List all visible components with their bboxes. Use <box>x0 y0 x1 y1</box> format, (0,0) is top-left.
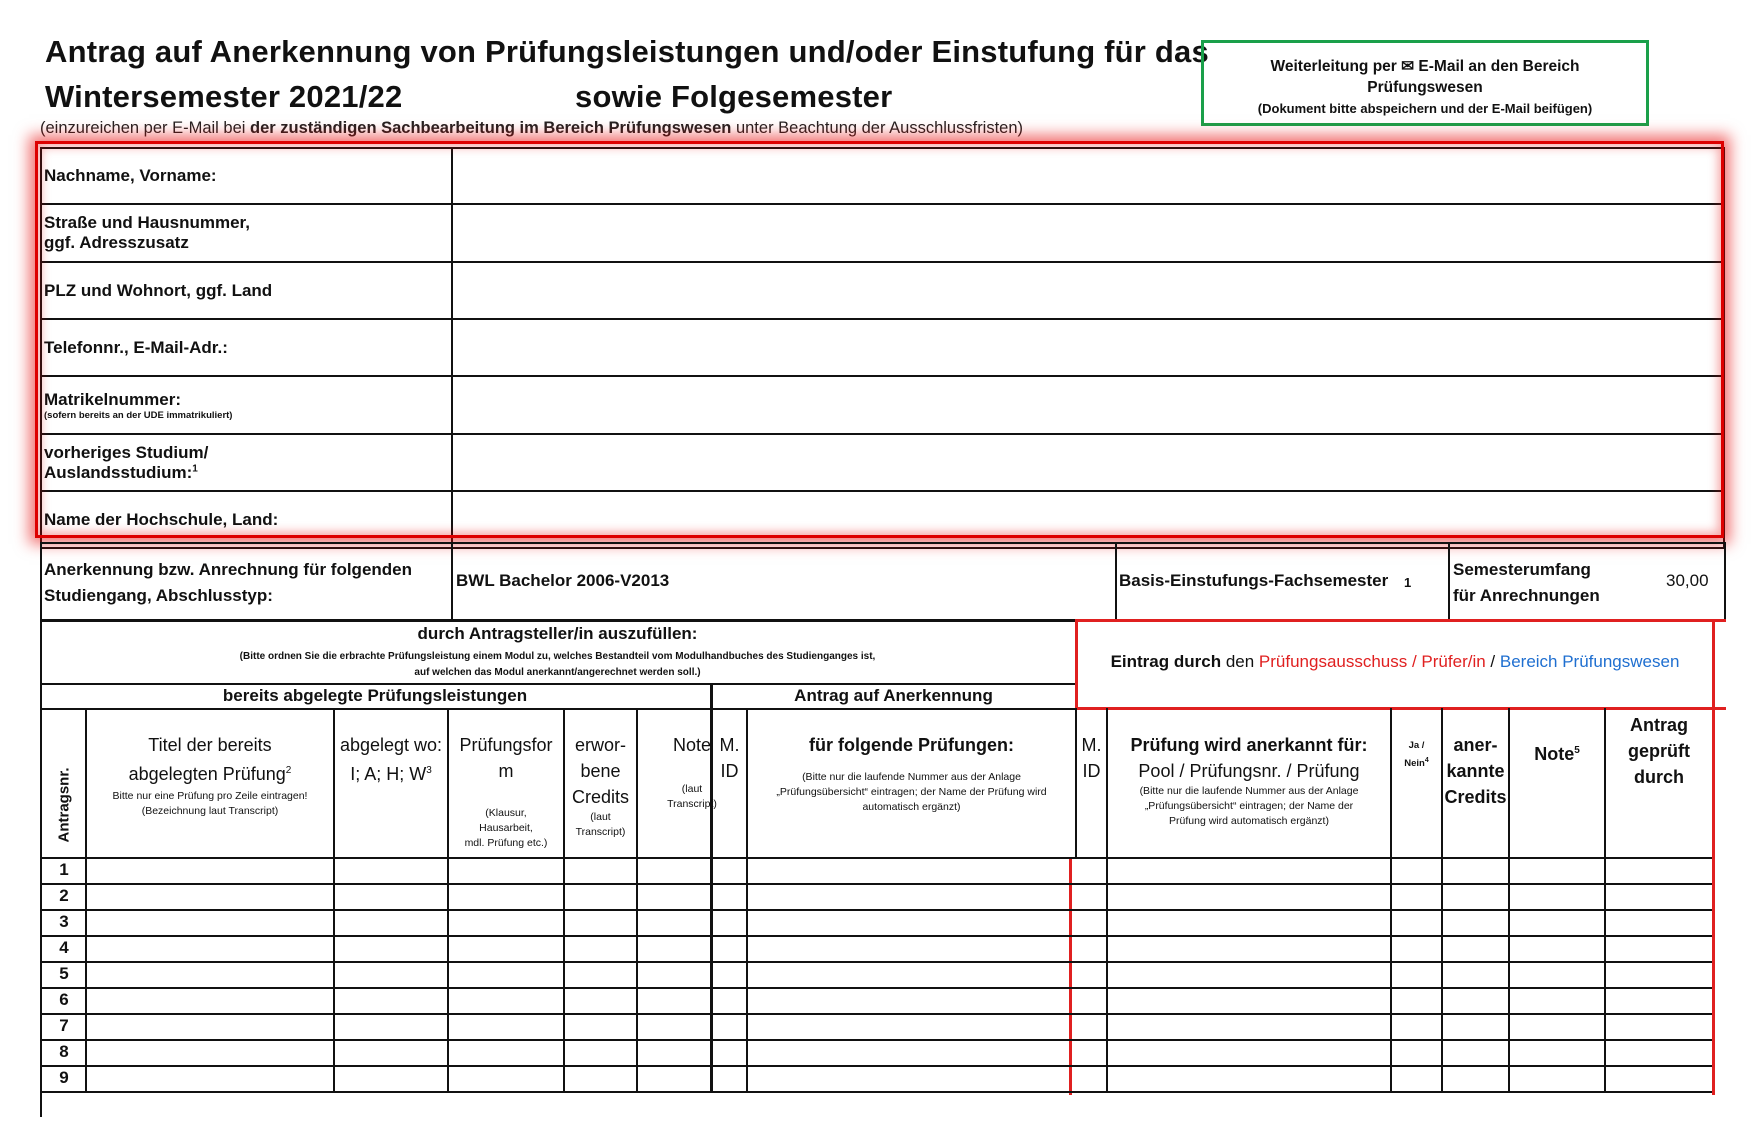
label-university: Name der Hochschule, Land: <box>41 491 452 548</box>
col-module-id-office <box>1077 732 1106 784</box>
red-col-divider <box>1069 858 1072 1095</box>
col-title <box>87 732 333 819</box>
program-label-2: Studiengang, Abschlusstyp: <box>44 586 273 605</box>
row-divider <box>40 961 1712 963</box>
divider <box>1448 542 1450 620</box>
row-number: 9 <box>59 1068 69 1087</box>
office-committee: Prüfungsausschuss / Prüfer/in <box>1258 652 1486 671</box>
label-street <box>41 204 452 262</box>
row-number: 8 <box>59 1042 69 1061</box>
col-recognized-1: Prüfung wird anerkannt für: <box>1130 735 1368 755</box>
semester-label-2: für Anrechnungen <box>1453 586 1600 605</box>
row-divider <box>40 1039 1712 1041</box>
label-street-1: Straße und Hausnummer, <box>44 213 250 232</box>
label-previous-2: Auslandsstudium: <box>44 462 193 482</box>
col-target-1: für folgende Prüfungen: <box>809 735 1014 755</box>
personal-data-table <box>40 147 1725 549</box>
semester-label-1: Semesterumfang <box>1453 560 1591 579</box>
applicant-note-1: (Bitte ordnen Sie die erbrachte Prüfungsleistung einem Modul zu, welches Bestandteil vom Modulhandbuches des Studienganges ist, <box>239 651 876 662</box>
col-grade-office <box>1510 738 1604 767</box>
col-recognized-for <box>1108 732 1390 829</box>
col-yesno-2: Nein <box>1404 758 1425 770</box>
col-credits-1: erwor- <box>574 735 626 755</box>
col-form-note-2: Hausarbeit, <box>479 822 533 834</box>
row-number: 5 <box>59 964 69 983</box>
col-target-exams <box>748 732 1075 815</box>
col-grade-note-2: Transcript) <box>667 798 717 810</box>
col-mid-b-1: M. <box>1081 735 1102 755</box>
col-title-2: abgelegten Prüfung <box>128 764 286 784</box>
row-divider <box>40 935 1712 937</box>
footnote-3: 3 <box>426 765 432 776</box>
col-checked-3: durch <box>1633 767 1684 787</box>
page-title-semester: Wintersemester 2021/22 <box>45 79 403 114</box>
col-credits-note-2: Transcript) <box>575 826 626 838</box>
row-divider <box>40 1013 1712 1015</box>
semester-scope-value[interactable]: 30,00 <box>1666 571 1709 590</box>
input-phone-email[interactable] <box>452 319 1724 376</box>
footnote-5: 5 <box>1574 745 1580 756</box>
row-number: 2 <box>59 886 69 905</box>
footnote-1: 1 <box>192 462 198 474</box>
col-rc-3: Credits <box>1444 787 1507 807</box>
input-street[interactable] <box>452 204 1724 262</box>
col-grade-note-1: (laut <box>681 783 703 795</box>
program-value[interactable]: BWL Bachelor 2006-V2013 <box>456 571 670 590</box>
col-mid-2: ID <box>720 761 739 781</box>
input-city[interactable] <box>452 262 1724 319</box>
basis-semester-value[interactable]: 1 <box>1404 575 1412 590</box>
label-name: Nachname, Vorname: <box>41 148 452 204</box>
footnote-2: 2 <box>285 765 292 776</box>
label-matrikel <box>41 376 452 434</box>
col-target-note-2: „Prüfungsübersicht“ eintragen; der Name der Prüfung wird <box>776 786 1047 798</box>
col-form-1: Prüfungsfor <box>459 735 553 755</box>
col-grade-office-label: Note <box>1534 744 1575 764</box>
divider <box>451 542 453 620</box>
col-recognized-note-1: (Bitte nur die laufende Nummer aus der Anlage <box>1139 785 1359 797</box>
applicant-note <box>40 649 1075 681</box>
col-recognized-2: Pool / Prüfungsnr. / Prüfung <box>1138 761 1360 781</box>
program-label <box>44 557 412 609</box>
col-exam-form <box>449 732 563 851</box>
col-checked-by <box>1606 712 1712 790</box>
col-target-note-1: (Bitte nur die laufende Nummer aus der Anlage <box>802 771 1021 783</box>
semester-scope-label <box>1453 557 1600 609</box>
col-credits-2: bene <box>580 761 621 781</box>
divider <box>1115 542 1117 620</box>
row-number: 7 <box>59 1016 69 1035</box>
row-number: 3 <box>59 912 69 931</box>
label-phone-email: Telefonnr., E-Mail-Adr.: <box>41 319 452 376</box>
col-yesno-1: Ja / <box>1408 740 1425 751</box>
row-divider <box>40 857 1712 859</box>
subtitle <box>40 119 1023 138</box>
col-title-note-2: (Bezeichnung laut Transcript) <box>141 805 279 817</box>
col-title-note-1: Bitte nur eine Prüfung pro Zeile eintragen! <box>112 790 308 802</box>
col-taken-2: I; A; H; W <box>350 764 427 784</box>
row-divider <box>40 883 1712 885</box>
col-taken-where <box>335 732 447 787</box>
section-application: Antrag auf Anerkennung <box>794 686 993 705</box>
label-previous-1: vorheriges Studium/ <box>44 442 209 462</box>
red-border <box>1712 619 1715 1095</box>
col-rc-1: aner- <box>1453 735 1498 755</box>
col-credits-note-1: (laut <box>590 811 611 823</box>
red-border <box>1075 707 1726 710</box>
input-university[interactable] <box>452 491 1724 548</box>
office-slash: / <box>1485 652 1500 671</box>
row-divider <box>40 909 1712 911</box>
col-recognized-note-3: Prüfung wird automatisch ergänzt) <box>1169 815 1329 827</box>
red-border <box>1075 619 1726 622</box>
divider <box>40 708 1075 710</box>
col-credits-3: Credits <box>571 787 629 807</box>
col-credits <box>565 732 636 840</box>
forward-line3: (Dokument bitte abspeichern und der E-Mail beifügen) <box>1257 101 1593 116</box>
applicant-note-2: auf welchen das Modul anerkannt/angerechnet werden soll.) <box>414 667 701 678</box>
col-form-note-1: (Klausur, <box>485 807 527 819</box>
row-number: 6 <box>59 990 69 1009</box>
section-previous: bereits abgelegte Prüfungsleistungen <box>222 686 528 705</box>
office-department: Bereich Prüfungswesen <box>1499 652 1680 671</box>
col-checked-2: geprüft <box>1628 741 1690 761</box>
page-title: Antrag auf Anerkennung von Prüfungsleistungen und/oder Einstufung für das <box>45 34 1209 69</box>
subtitle-pre: (einzureichen per E-Mail bei <box>40 119 251 137</box>
col-recognized-note-2: „Prüfungsübersicht“ eintragen; der Name der <box>1144 800 1354 812</box>
col-mid-1: M. <box>719 735 740 755</box>
col-form-note-3: mdl. Prüfung etc.) <box>464 837 548 849</box>
label-previous-study <box>41 434 452 491</box>
label-matrikel-main: Matrikelnummer: <box>44 389 181 409</box>
col-rc-2: kannte <box>1446 761 1505 781</box>
office-den: den <box>1225 652 1259 671</box>
divider <box>1724 542 1726 620</box>
col-module-id <box>713 732 746 784</box>
office-heading <box>1078 652 1712 672</box>
col-title-1: Titel der bereits <box>148 735 272 755</box>
col-antragsnr-label: Antragsnr. <box>55 767 73 843</box>
col-yes-no <box>1392 738 1441 771</box>
applicant-heading: durch Antragsteller/in auszufüllen: <box>417 624 698 643</box>
col-taken-1: abgelegt wo: <box>339 735 443 755</box>
subtitle-bold: der zuständigen Sachbearbeitung im Bereich Prüfungswesen <box>250 119 732 137</box>
basis-semester-label: Basis-Einstufungs-Fachsemester <box>1119 571 1389 590</box>
col-antragsnr <box>42 760 86 850</box>
col-grade-1: Note <box>672 735 712 755</box>
divider <box>40 683 1075 685</box>
col-form-2: m <box>498 761 514 781</box>
input-name[interactable] <box>452 148 1724 204</box>
row-number: 1 <box>59 860 69 879</box>
forward-email-box <box>1201 40 1649 126</box>
col-checked-1: Antrag <box>1630 715 1688 735</box>
office-pre: Eintrag durch <box>1110 652 1226 671</box>
col-target-note-3: automatisch ergänzt) <box>862 801 961 813</box>
program-label-1: Anerkennung bzw. Anrechnung für folgenden <box>44 560 413 579</box>
input-previous-study[interactable] <box>452 434 1724 491</box>
col-mid-b-2: ID <box>1082 761 1101 781</box>
footnote-4: 4 <box>1424 757 1429 764</box>
divider <box>40 1091 1712 1093</box>
row-divider <box>40 1065 1712 1067</box>
row-divider <box>40 987 1712 989</box>
row-number: 4 <box>59 938 69 957</box>
label-street-2: ggf. Adresszusatz <box>44 233 189 252</box>
subtitle-post: unter Beachtung der Ausschlussfristen) <box>731 119 1024 137</box>
page-title-suffix: sowie Folgesemester <box>575 79 893 114</box>
label-matrikel-note: (sofern bereits an der UDE immatrikuliert) <box>44 409 233 421</box>
forward-line2: Prüfungswesen <box>1367 79 1483 96</box>
input-matrikel[interactable] <box>452 376 1724 434</box>
col-recognized-credits <box>1443 732 1508 810</box>
label-city: PLZ und Wohnort, ggf. Land <box>41 262 452 319</box>
forward-line1: Weiterleitung per ✉ E-Mail an den Bereich <box>1270 58 1580 75</box>
divider <box>40 542 1726 544</box>
